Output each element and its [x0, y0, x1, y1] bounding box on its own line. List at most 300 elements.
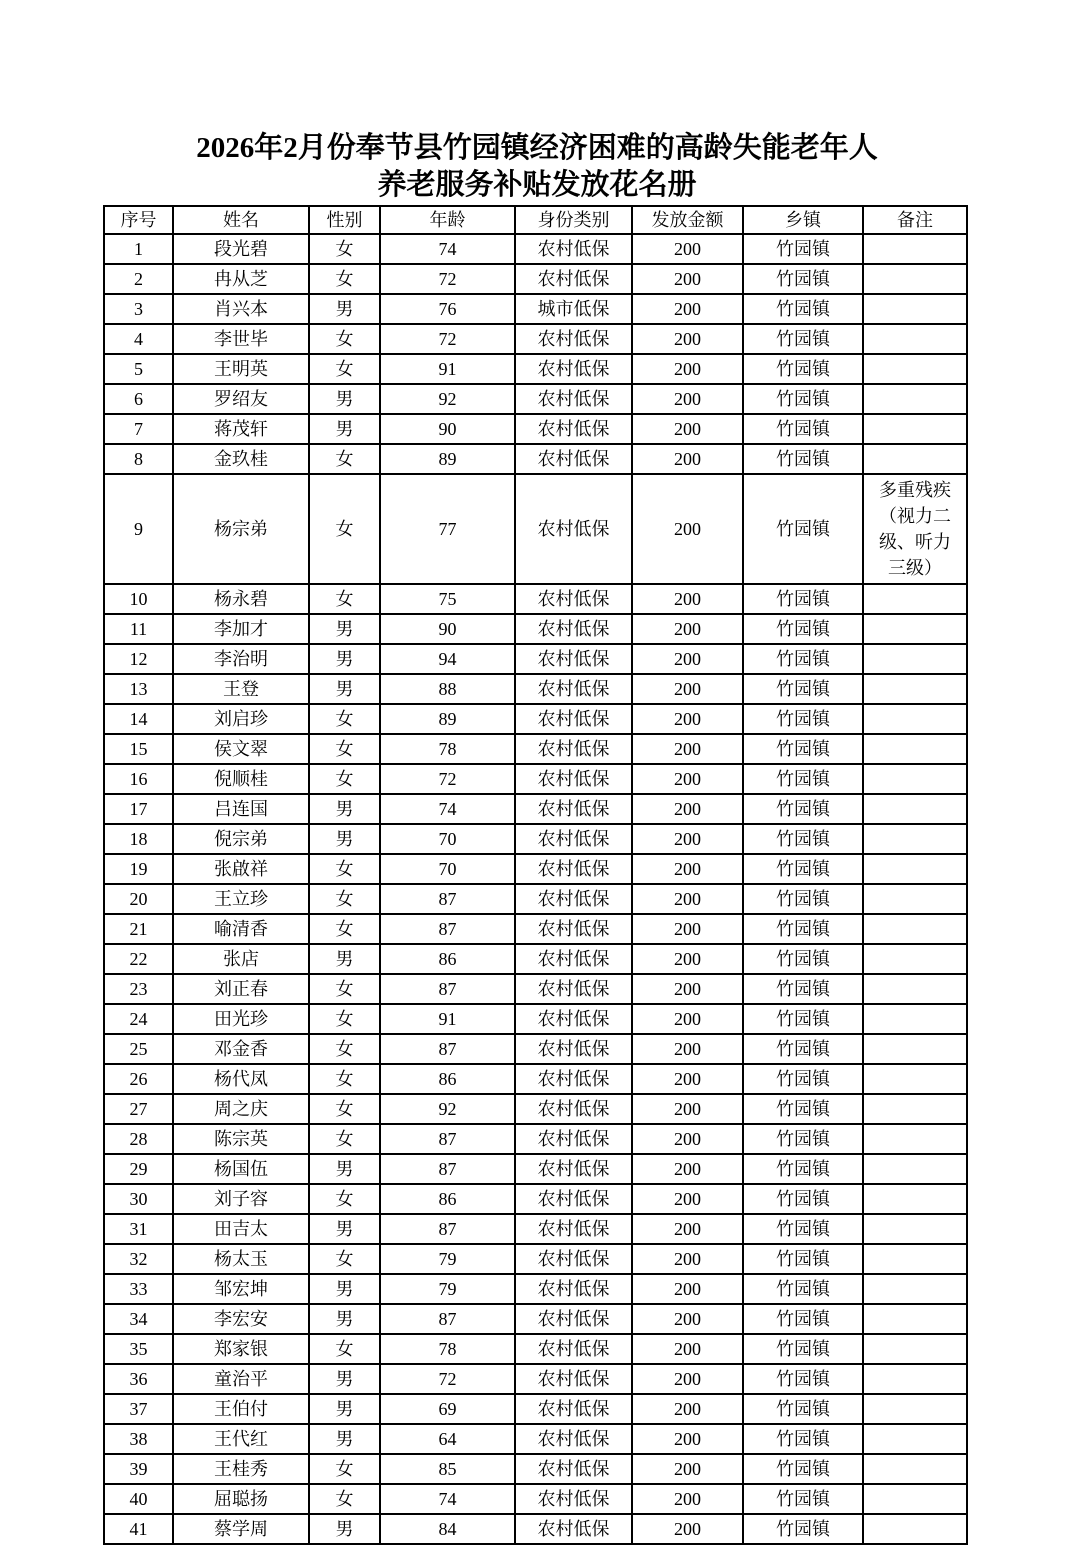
cell-remark [863, 644, 967, 674]
cell-index: 17 [104, 794, 173, 824]
cell-name: 李治明 [173, 644, 309, 674]
cell-township: 竹园镇 [743, 1304, 863, 1334]
cell-township: 竹园镇 [743, 1124, 863, 1154]
cell-gender: 男 [309, 674, 380, 704]
cell-gender: 男 [309, 1304, 380, 1334]
cell-remark [863, 1364, 967, 1394]
cell-township: 竹园镇 [743, 1424, 863, 1454]
table-row [104, 1484, 967, 1514]
roster-table [103, 205, 968, 1545]
cell-gender: 男 [309, 1274, 380, 1304]
cell-amount: 200 [632, 704, 743, 734]
cell-index: 20 [104, 884, 173, 914]
table-row [104, 734, 967, 764]
cell-index: 8 [104, 444, 173, 474]
cell-township: 竹园镇 [743, 1514, 863, 1544]
cell-remark [863, 1274, 967, 1304]
cell-remark [863, 414, 967, 444]
cell-name: 童治平 [173, 1364, 309, 1394]
table-row [104, 1454, 967, 1484]
table-row [104, 854, 967, 884]
cell-index: 29 [104, 1154, 173, 1184]
cell-age: 87 [380, 884, 515, 914]
cell-gender: 女 [309, 884, 380, 914]
cell-amount: 200 [632, 1214, 743, 1244]
cell-gender: 女 [309, 1484, 380, 1514]
cell-category: 农村低保 [515, 354, 632, 384]
cell-index: 18 [104, 824, 173, 854]
cell-amount: 200 [632, 914, 743, 944]
cell-township: 竹园镇 [743, 1214, 863, 1244]
cell-remark [863, 914, 967, 944]
cell-township: 竹园镇 [743, 974, 863, 1004]
cell-remark [863, 854, 967, 884]
cell-amount: 200 [632, 1154, 743, 1184]
cell-age: 92 [380, 1094, 515, 1124]
cell-age: 77 [380, 474, 515, 584]
cell-remark: 多重残疾（视力二级、听力三级） [863, 474, 967, 584]
cell-age: 64 [380, 1424, 515, 1454]
cell-gender: 男 [309, 644, 380, 674]
cell-name: 侯文翠 [173, 734, 309, 764]
cell-amount: 200 [632, 1514, 743, 1544]
cell-remark [863, 1334, 967, 1364]
cell-age: 89 [380, 704, 515, 734]
cell-amount: 200 [632, 644, 743, 674]
cell-gender: 男 [309, 1424, 380, 1454]
cell-name: 王桂秀 [173, 1454, 309, 1484]
cell-index: 5 [104, 354, 173, 384]
cell-amount: 200 [632, 1424, 743, 1454]
cell-name: 刘启珍 [173, 704, 309, 734]
cell-category: 农村低保 [515, 1424, 632, 1454]
cell-index: 34 [104, 1304, 173, 1334]
cell-index: 2 [104, 264, 173, 294]
cell-township: 竹园镇 [743, 1244, 863, 1274]
cell-age: 78 [380, 1334, 515, 1364]
cell-township: 竹园镇 [743, 444, 863, 474]
cell-township: 竹园镇 [743, 414, 863, 444]
cell-remark [863, 764, 967, 794]
cell-index: 13 [104, 674, 173, 704]
cell-township: 竹园镇 [743, 1004, 863, 1034]
cell-remark [863, 584, 967, 614]
cell-remark [863, 1094, 967, 1124]
cell-gender: 女 [309, 1124, 380, 1154]
cell-category: 农村低保 [515, 824, 632, 854]
cell-index: 6 [104, 384, 173, 414]
cell-category: 农村低保 [515, 444, 632, 474]
cell-age: 94 [380, 644, 515, 674]
cell-category: 农村低保 [515, 324, 632, 354]
cell-remark [863, 944, 967, 974]
cell-gender: 女 [309, 264, 380, 294]
cell-index: 11 [104, 614, 173, 644]
cell-amount: 200 [632, 354, 743, 384]
cell-index: 30 [104, 1184, 173, 1214]
cell-township: 竹园镇 [743, 1184, 863, 1214]
header-cell-age: 年龄 [380, 206, 515, 234]
cell-gender: 女 [309, 974, 380, 1004]
cell-age: 88 [380, 674, 515, 704]
cell-gender: 男 [309, 614, 380, 644]
cell-name: 田吉太 [173, 1214, 309, 1244]
cell-remark [863, 294, 967, 324]
cell-name: 邹宏坤 [173, 1274, 309, 1304]
cell-age: 90 [380, 414, 515, 444]
cell-category: 农村低保 [515, 1334, 632, 1364]
table-row [104, 384, 967, 414]
cell-gender: 男 [309, 384, 380, 414]
table-row [104, 1334, 967, 1364]
cell-index: 15 [104, 734, 173, 764]
cell-index: 37 [104, 1394, 173, 1424]
cell-name: 刘子容 [173, 1184, 309, 1214]
cell-gender: 女 [309, 1184, 380, 1214]
cell-category: 农村低保 [515, 1184, 632, 1214]
cell-index: 35 [104, 1334, 173, 1364]
cell-township: 竹园镇 [743, 1364, 863, 1394]
cell-index: 10 [104, 584, 173, 614]
cell-gender: 女 [309, 584, 380, 614]
cell-name: 邓金香 [173, 1034, 309, 1064]
cell-amount: 200 [632, 854, 743, 884]
cell-township: 竹园镇 [743, 264, 863, 294]
cell-category: 农村低保 [515, 914, 632, 944]
cell-category: 农村低保 [515, 1484, 632, 1514]
table-row [104, 1064, 967, 1094]
cell-age: 70 [380, 824, 515, 854]
table-row [104, 1004, 967, 1034]
cell-index: 22 [104, 944, 173, 974]
table-row [104, 264, 967, 294]
table-row [104, 444, 967, 474]
page-title-line-1: 2026年2月份奉节县竹园镇经济困难的高龄失能老年人 [196, 132, 878, 164]
table-row [104, 974, 967, 1004]
cell-township: 竹园镇 [743, 734, 863, 764]
cell-remark [863, 354, 967, 384]
cell-age: 87 [380, 1304, 515, 1334]
cell-index: 32 [104, 1244, 173, 1274]
cell-amount: 200 [632, 734, 743, 764]
cell-amount: 200 [632, 384, 743, 414]
cell-remark [863, 1184, 967, 1214]
cell-age: 79 [380, 1244, 515, 1274]
table-row [104, 584, 967, 614]
cell-remark [863, 1514, 967, 1544]
cell-gender: 男 [309, 1154, 380, 1184]
cell-age: 86 [380, 944, 515, 974]
cell-remark [863, 1154, 967, 1184]
cell-category: 农村低保 [515, 1244, 632, 1274]
table-row [104, 914, 967, 944]
cell-index: 41 [104, 1514, 173, 1544]
cell-remark [863, 1424, 967, 1454]
cell-index: 36 [104, 1364, 173, 1394]
cell-index: 28 [104, 1124, 173, 1154]
cell-amount: 200 [632, 674, 743, 704]
cell-amount: 200 [632, 1364, 743, 1394]
table-row [104, 1244, 967, 1274]
cell-amount: 200 [632, 444, 743, 474]
cell-township: 竹园镇 [743, 1334, 863, 1364]
cell-amount: 200 [632, 1064, 743, 1094]
cell-amount: 200 [632, 264, 743, 294]
cell-amount: 200 [632, 584, 743, 614]
cell-remark [863, 444, 967, 474]
cell-township: 竹园镇 [743, 1484, 863, 1514]
cell-age: 85 [380, 1454, 515, 1484]
cell-name: 郑家银 [173, 1334, 309, 1364]
cell-amount: 200 [632, 324, 743, 354]
cell-remark [863, 1214, 967, 1244]
cell-category: 农村低保 [515, 614, 632, 644]
table-row [104, 1034, 967, 1064]
cell-name: 王明英 [173, 354, 309, 384]
cell-township: 竹园镇 [743, 1154, 863, 1184]
cell-township: 竹园镇 [743, 1094, 863, 1124]
cell-index: 12 [104, 644, 173, 674]
cell-gender: 男 [309, 944, 380, 974]
cell-remark [863, 1124, 967, 1154]
cell-age: 75 [380, 584, 515, 614]
cell-gender: 男 [309, 414, 380, 444]
cell-name: 冉从芝 [173, 264, 309, 294]
cell-name: 王代红 [173, 1424, 309, 1454]
cell-gender: 男 [309, 1214, 380, 1244]
cell-amount: 200 [632, 1454, 743, 1484]
cell-gender: 女 [309, 444, 380, 474]
cell-name: 李世毕 [173, 324, 309, 354]
cell-age: 74 [380, 1484, 515, 1514]
cell-index: 7 [104, 414, 173, 444]
cell-township: 竹园镇 [743, 384, 863, 414]
cell-township: 竹园镇 [743, 234, 863, 264]
cell-township: 竹园镇 [743, 674, 863, 704]
table-row [104, 1124, 967, 1154]
cell-remark [863, 1394, 967, 1424]
cell-remark [863, 674, 967, 704]
cell-age: 76 [380, 294, 515, 324]
cell-name: 陈宗英 [173, 1124, 309, 1154]
cell-remark [863, 1004, 967, 1034]
cell-name: 周之庆 [173, 1094, 309, 1124]
cell-index: 40 [104, 1484, 173, 1514]
cell-gender: 女 [309, 704, 380, 734]
cell-amount: 200 [632, 974, 743, 1004]
table-row [104, 1274, 967, 1304]
cell-name: 杨代凤 [173, 1064, 309, 1094]
cell-amount: 200 [632, 1184, 743, 1214]
cell-township: 竹园镇 [743, 824, 863, 854]
cell-category: 农村低保 [515, 734, 632, 764]
cell-remark [863, 704, 967, 734]
cell-age: 69 [380, 1394, 515, 1424]
cell-name: 杨国伍 [173, 1154, 309, 1184]
cell-amount: 200 [632, 1394, 743, 1424]
cell-amount: 200 [632, 824, 743, 854]
cell-township: 竹园镇 [743, 1394, 863, 1424]
cell-index: 9 [104, 474, 173, 584]
cell-remark [863, 974, 967, 1004]
cell-amount: 200 [632, 944, 743, 974]
table-row [104, 324, 967, 354]
table-row [104, 1394, 967, 1424]
cell-index: 21 [104, 914, 173, 944]
cell-amount: 200 [632, 294, 743, 324]
page-title-line-2: 养老服务补贴发放花名册 [377, 169, 697, 201]
table-row [104, 944, 967, 974]
cell-category: 农村低保 [515, 644, 632, 674]
cell-category: 农村低保 [515, 974, 632, 1004]
header-cell-name: 姓名 [173, 206, 309, 234]
header-cell-category: 身份类别 [515, 206, 632, 234]
header-cell-township: 乡镇 [743, 206, 863, 234]
cell-age: 89 [380, 444, 515, 474]
cell-index: 25 [104, 1034, 173, 1064]
cell-name: 杨太玉 [173, 1244, 309, 1274]
cell-amount: 200 [632, 1094, 743, 1124]
cell-age: 84 [380, 1514, 515, 1544]
cell-amount: 200 [632, 474, 743, 584]
cell-name: 屈聪扬 [173, 1484, 309, 1514]
cell-gender: 女 [309, 914, 380, 944]
cell-category: 农村低保 [515, 1454, 632, 1484]
cell-age: 92 [380, 384, 515, 414]
cell-age: 72 [380, 764, 515, 794]
cell-township: 竹园镇 [743, 944, 863, 974]
cell-age: 72 [380, 1364, 515, 1394]
cell-category: 农村低保 [515, 1154, 632, 1184]
cell-category: 农村低保 [515, 1034, 632, 1064]
cell-remark [863, 1064, 967, 1094]
cell-category: 农村低保 [515, 1064, 632, 1094]
cell-gender: 男 [309, 824, 380, 854]
cell-index: 14 [104, 704, 173, 734]
cell-township: 竹园镇 [743, 794, 863, 824]
cell-category: 农村低保 [515, 1394, 632, 1424]
cell-age: 91 [380, 354, 515, 384]
cell-remark [863, 234, 967, 264]
cell-index: 33 [104, 1274, 173, 1304]
cell-name: 倪宗弟 [173, 824, 309, 854]
cell-township: 竹园镇 [743, 644, 863, 674]
cell-amount: 200 [632, 884, 743, 914]
cell-township: 竹园镇 [743, 614, 863, 644]
cell-category: 农村低保 [515, 1124, 632, 1154]
table-row [104, 414, 967, 444]
cell-township: 竹园镇 [743, 764, 863, 794]
cell-index: 31 [104, 1214, 173, 1244]
cell-remark [863, 264, 967, 294]
cell-category: 农村低保 [515, 264, 632, 294]
table-row [104, 1364, 967, 1394]
cell-category: 农村低保 [515, 884, 632, 914]
cell-index: 4 [104, 324, 173, 354]
table-row [104, 1304, 967, 1334]
cell-gender: 女 [309, 1064, 380, 1094]
cell-name: 杨永碧 [173, 584, 309, 614]
cell-category: 农村低保 [515, 1364, 632, 1394]
cell-name: 李宏安 [173, 1304, 309, 1334]
cell-township: 竹园镇 [743, 914, 863, 944]
cell-category: 农村低保 [515, 764, 632, 794]
cell-age: 87 [380, 1214, 515, 1244]
cell-amount: 200 [632, 414, 743, 444]
page-title [0, 0, 1074, 204]
cell-name: 喻清香 [173, 914, 309, 944]
cell-name: 张啟祥 [173, 854, 309, 884]
cell-township: 竹园镇 [743, 1034, 863, 1064]
cell-age: 91 [380, 1004, 515, 1034]
table-row [104, 1154, 967, 1184]
cell-category: 农村低保 [515, 414, 632, 444]
cell-name: 张店 [173, 944, 309, 974]
table-row [104, 884, 967, 914]
table-row [104, 674, 967, 704]
cell-age: 72 [380, 324, 515, 354]
cell-township: 竹园镇 [743, 584, 863, 614]
cell-age: 87 [380, 974, 515, 1004]
cell-gender: 女 [309, 1244, 380, 1274]
table-row [104, 294, 967, 324]
cell-index: 3 [104, 294, 173, 324]
cell-index: 38 [104, 1424, 173, 1454]
table-row [104, 794, 967, 824]
cell-category: 农村低保 [515, 1274, 632, 1304]
cell-remark [863, 734, 967, 764]
cell-gender: 女 [309, 354, 380, 384]
cell-index: 16 [104, 764, 173, 794]
cell-township: 竹园镇 [743, 324, 863, 354]
cell-name: 倪顺桂 [173, 764, 309, 794]
cell-amount: 200 [632, 1274, 743, 1304]
cell-category: 农村低保 [515, 854, 632, 884]
table-row [104, 1214, 967, 1244]
cell-gender: 女 [309, 1334, 380, 1364]
cell-index: 39 [104, 1454, 173, 1484]
cell-amount: 200 [632, 1004, 743, 1034]
table-row [104, 764, 967, 794]
cell-age: 79 [380, 1274, 515, 1304]
cell-index: 26 [104, 1064, 173, 1094]
header-cell-gender: 性别 [309, 206, 380, 234]
cell-township: 竹园镇 [743, 1454, 863, 1484]
cell-name: 罗绍友 [173, 384, 309, 414]
cell-name: 蔡学周 [173, 1514, 309, 1544]
cell-age: 87 [380, 1124, 515, 1154]
cell-age: 78 [380, 734, 515, 764]
cell-category: 农村低保 [515, 1214, 632, 1244]
cell-index: 23 [104, 974, 173, 1004]
cell-name: 段光碧 [173, 234, 309, 264]
cell-gender: 男 [309, 1394, 380, 1424]
cell-remark [863, 1484, 967, 1514]
cell-index: 19 [104, 854, 173, 884]
cell-age: 70 [380, 854, 515, 884]
cell-name: 蒋茂轩 [173, 414, 309, 444]
cell-category: 农村低保 [515, 474, 632, 584]
cell-name: 肖兴本 [173, 294, 309, 324]
header-cell-remark: 备注 [863, 206, 967, 234]
cell-amount: 200 [632, 1334, 743, 1364]
cell-index: 1 [104, 234, 173, 264]
cell-name: 金玖桂 [173, 444, 309, 474]
cell-remark [863, 324, 967, 354]
cell-index: 27 [104, 1094, 173, 1124]
cell-age: 87 [380, 1034, 515, 1064]
table-row [104, 354, 967, 384]
